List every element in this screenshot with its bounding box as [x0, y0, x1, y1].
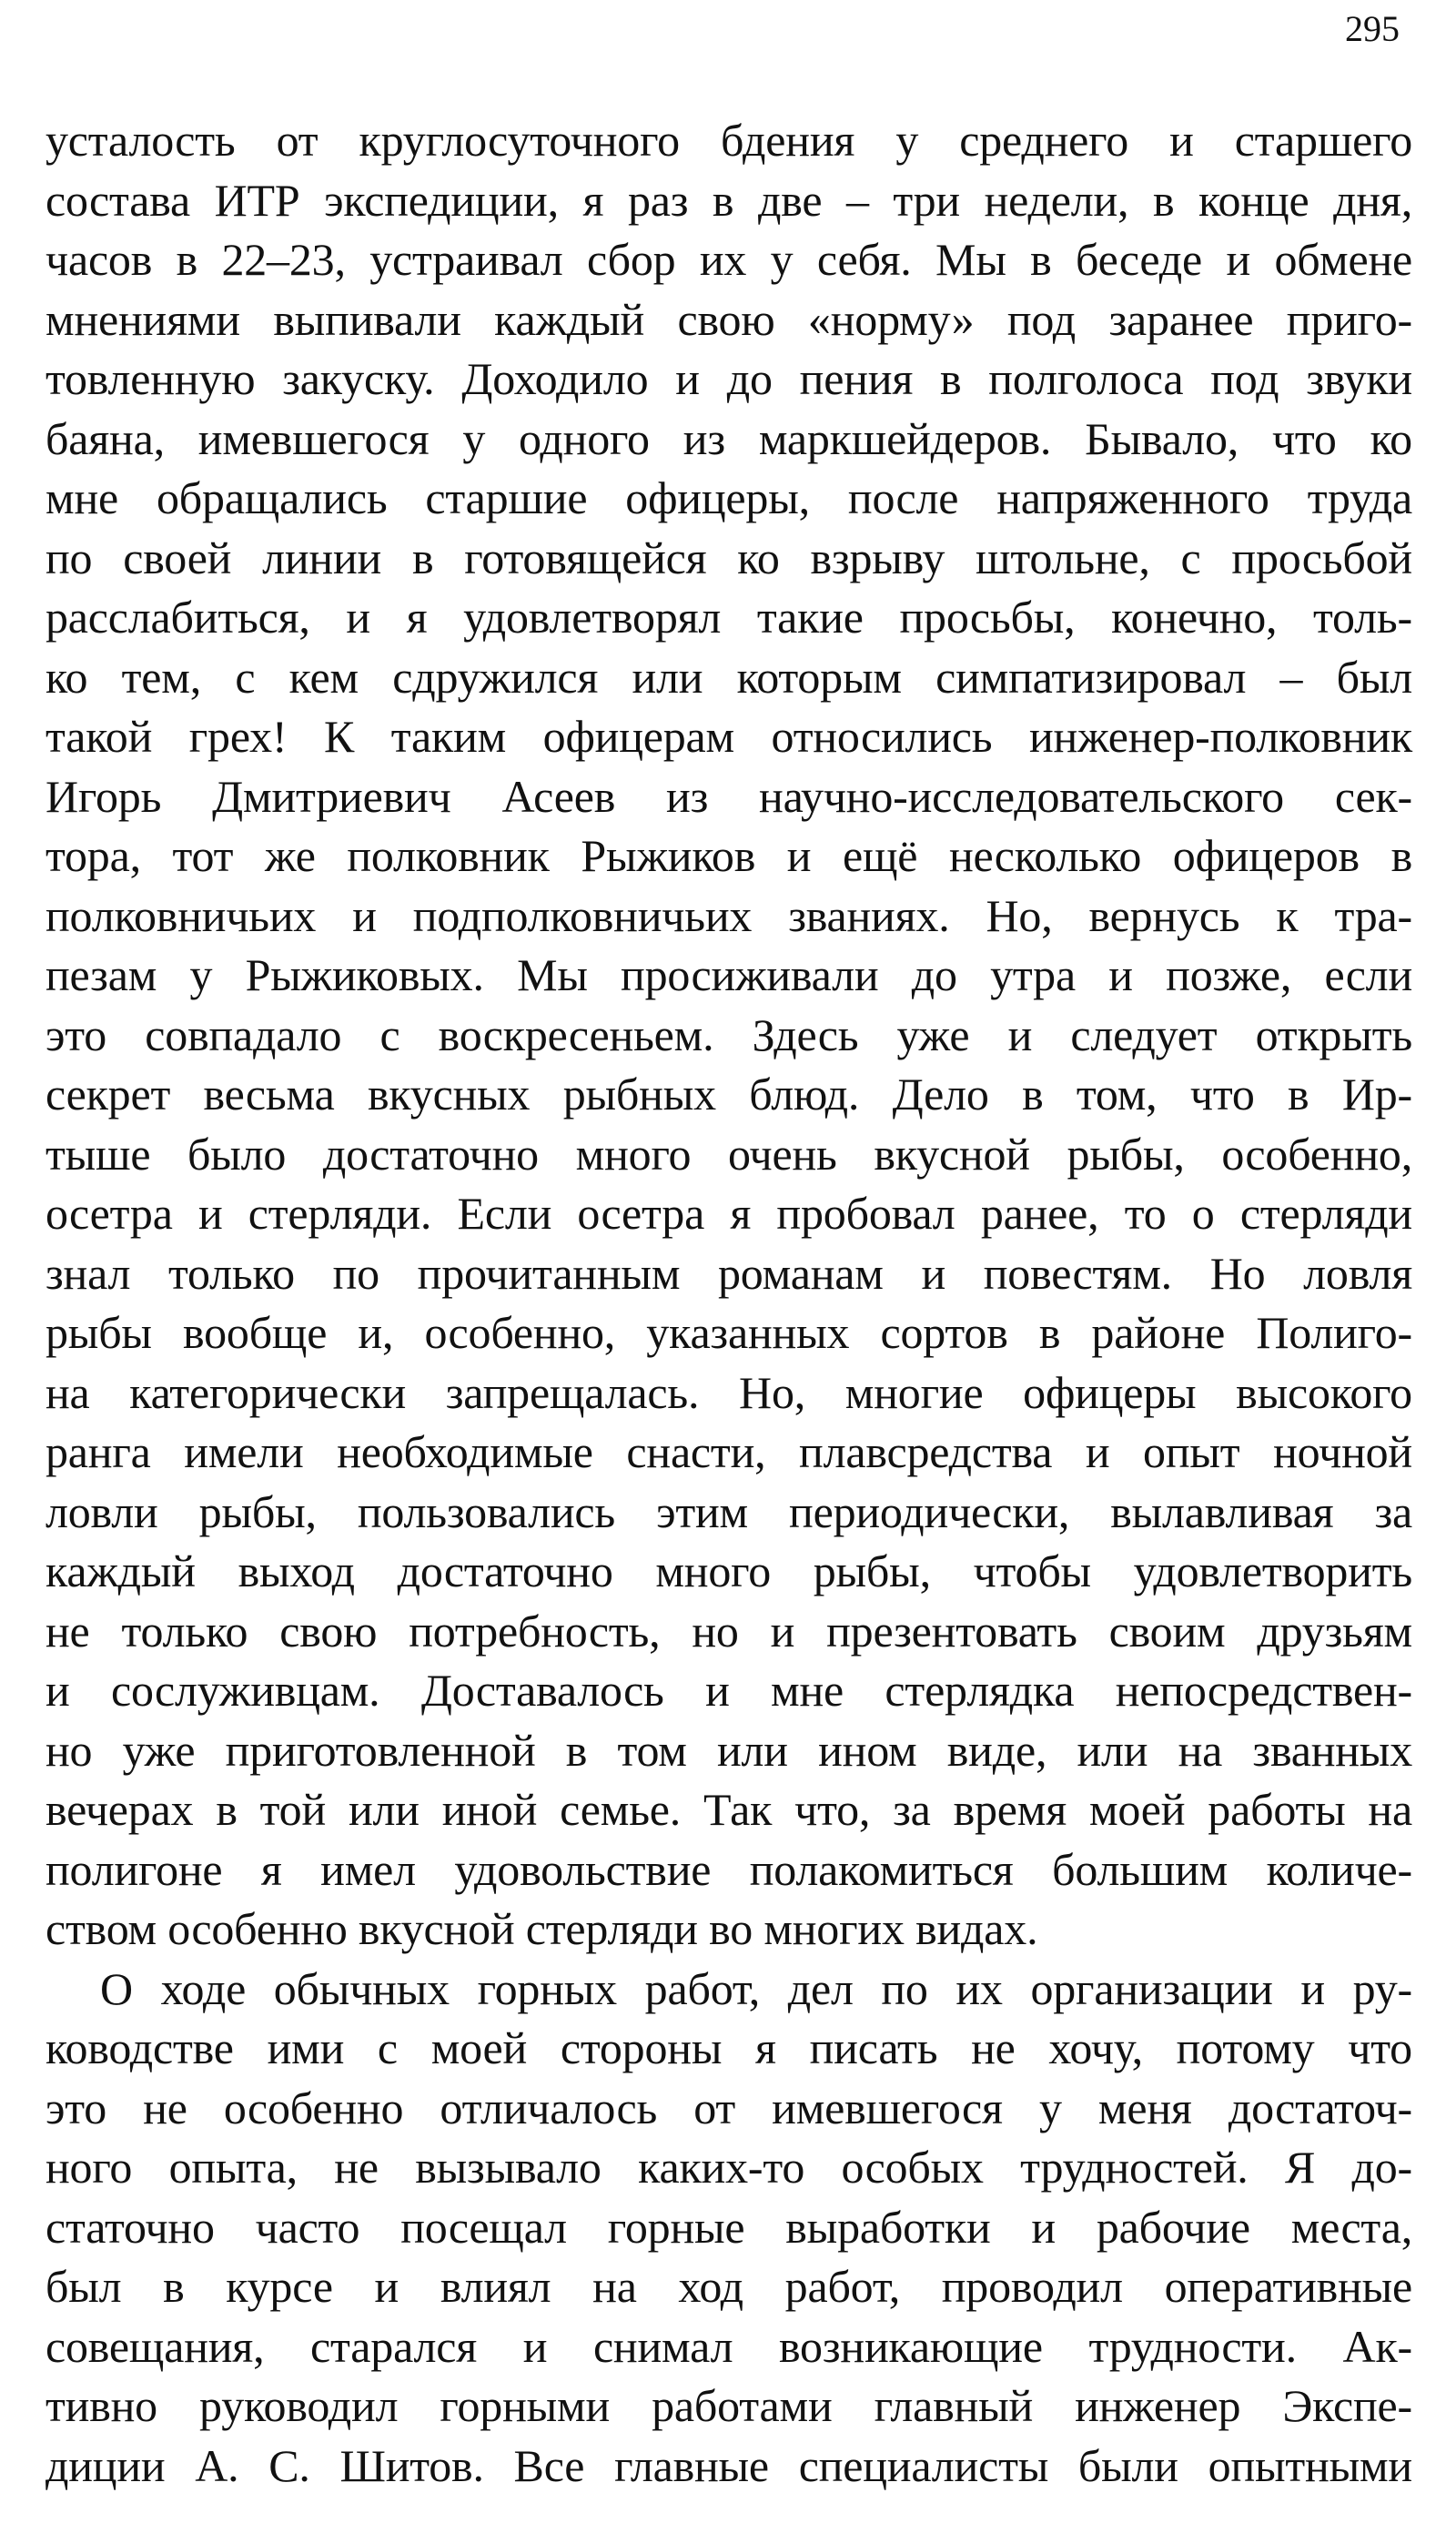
text-line: расслабиться, и я удовлетворял такие просьбы, конечно, толь- — [46, 592, 1412, 643]
text-line: но уже приготовленной в том или ином виде, или на званных — [46, 1724, 1412, 1776]
text-line: каждый выход достаточно много рыбы, чтобы удовлетворить — [46, 1545, 1412, 1596]
text-line: мне обращались старшие офицеры, после напряженного труда — [46, 472, 1412, 523]
text-line: секрет весьма вкусных рыбных блюд. Дело в том, что в Ир- — [46, 1069, 1412, 1120]
text-line: и сослуживцам. Доставалось и мне стерлядка непосредствен- — [46, 1665, 1412, 1716]
text-line: это не особенно отличалось от имевшегося у меня достаточ- — [46, 2082, 1412, 2133]
text-line: состава ИТР экспедиции, я раз в две – три недели, в конце дня, — [46, 174, 1412, 226]
body-text — [46, 111, 1412, 2496]
text-line: знал только по прочитанным романам и повестям. Но ловля — [46, 1247, 1412, 1299]
text-line: совещания, старался и снимал возникающие трудности. Ак- — [46, 2320, 1412, 2372]
text-line: тыше было достаточно много очень вкусной рыбы, особенно, — [46, 1128, 1412, 1180]
text-line: ранга имели необходимые снасти, плавсредства и опыт ночной — [46, 1426, 1412, 1477]
text-line: был в курсе и влиял на ход работ, проводил оперативные — [46, 2261, 1412, 2312]
text-line: это совпадало с воскресеньем. Здесь уже и следует открыть — [46, 1008, 1412, 1060]
text-line: мнениями выпивали каждый свою «норму» под заранее приго- — [46, 293, 1412, 345]
text-line: полковничьих и подполковничьих званиях. Но, вернусь к тра- — [46, 889, 1412, 941]
text-line: тора, тот же полковник Рыжиков и ещё несколько офицеров в — [46, 830, 1412, 881]
text-line: на категорически запрещалась. Но, многие офицеры высокого — [46, 1366, 1412, 1418]
text-line: не только свою потребность, но и презентовать своим друзьям — [46, 1605, 1412, 1657]
text-line: баяна, имевшегося у одного из маркшейдеров. Бывало, что ко — [46, 412, 1412, 464]
text-line: ловли рыбы, пользовались этим периодически, вылавливая за — [46, 1485, 1412, 1537]
page-number: 295 — [1345, 8, 1400, 49]
text-line: вечерах в той или иной семье. Так что, за время моей работы на — [46, 1784, 1412, 1835]
text-line: по своей линии в готовящейся ко взрыву штольне, с просьбой — [46, 532, 1412, 583]
text-line: Игорь Дмитриевич Асеев из научно-исследовательского сек- — [46, 770, 1412, 822]
paragraph-end-line: ством особенно вкусной стерляди во многих видах. — [46, 1903, 1038, 1954]
text-line: часов в 22–23, устраивал сбор их у себя. Мы в беседе и обмене — [46, 234, 1412, 285]
text-line: ководстве ими с моей стороны я писать не хочу, потому что — [46, 2022, 1412, 2073]
text-line: такой грех! К таким офицерам относились инженер-полковник — [46, 711, 1412, 762]
text-line: рыбы вообще и, особенно, указанных сортов в районе Полиго- — [46, 1307, 1412, 1358]
text-line: статочно часто посещал горные выработки и рабочие места, — [46, 2201, 1412, 2253]
text-line: полигоне я имел удовольствие полакомиться большим количе- — [46, 1843, 1412, 1895]
text-line: диции А. С. Шитов. Все главные специалисты были опытными — [46, 2439, 1412, 2491]
text-line: ко тем, с кем сдружился или которым симпатизировал – был — [46, 651, 1412, 703]
text-line: товленную закуску. Доходило и до пения в полголоса под звуки — [46, 353, 1412, 404]
text-line: пезам у Рыжиковых. Мы просиживали до утра и позже, если — [46, 949, 1412, 1000]
text-line: осетра и стерляди. Если осетра я пробовал ранее, то о стерляди — [46, 1188, 1412, 1239]
paragraph-start-line: О ходе обычных горных работ, дел по их организации и ру- — [100, 1962, 1412, 2014]
text-line: ного опыта, не вызывало каких-то особых трудностей. Я до- — [46, 2142, 1412, 2193]
text-line: тивно руководил горными работами главный инженер Экспе- — [46, 2380, 1412, 2431]
text-line: усталость от круглосуточного бдения у среднего и старшего — [46, 115, 1412, 166]
